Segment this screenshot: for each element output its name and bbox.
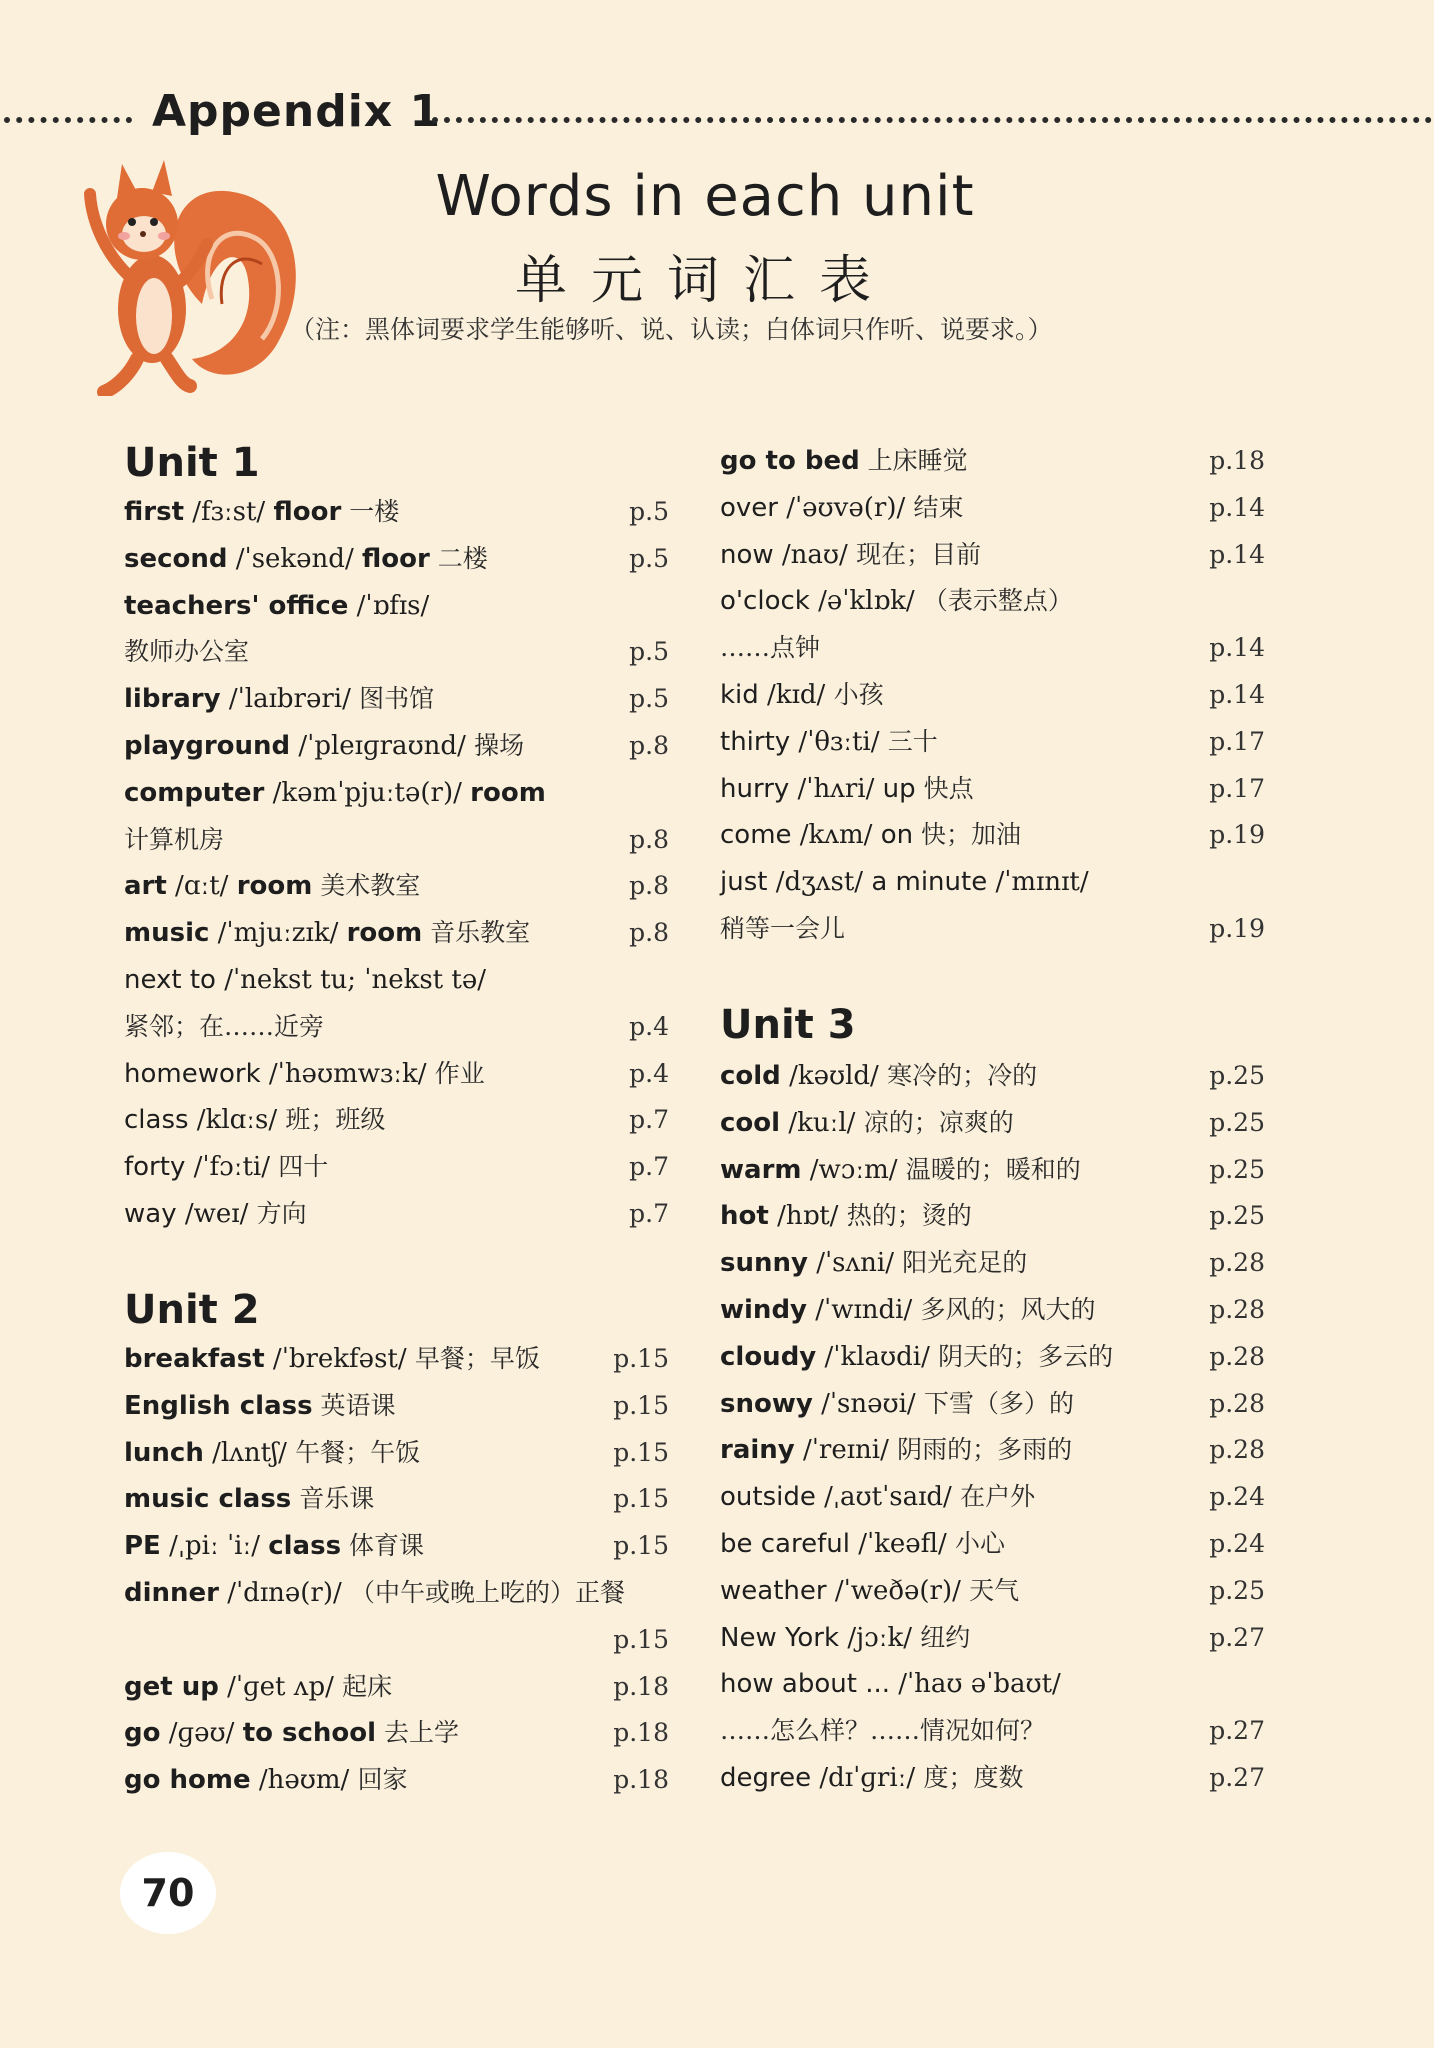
vocab-entry — [124, 1056, 669, 1092]
page-reference: p.7 — [629, 1199, 669, 1228]
word: go — [124, 1718, 161, 1748]
vocab-entry — [720, 1198, 1265, 1234]
phonetic: /əˈklɒk/ — [809, 586, 923, 616]
vocab-entry — [124, 1435, 669, 1471]
word: a minute — [871, 867, 988, 897]
phonetic: /jɔːk/ — [839, 1623, 921, 1653]
page-reference: p.28 — [1209, 1248, 1265, 1277]
phonetic: /kʌm/ — [791, 820, 881, 850]
meaning: 音乐课 — [291, 1484, 375, 1513]
phonetic: /hɒt/ — [768, 1201, 847, 1231]
phonetic: /kəʊld/ — [780, 1061, 888, 1091]
meaning: 稍等一会儿 — [720, 914, 846, 943]
page-reference: p.28 — [1209, 1435, 1265, 1464]
vocab-entry — [124, 822, 669, 858]
vocab-entry — [720, 1432, 1265, 1468]
meaning: 一楼 — [341, 497, 400, 526]
word: room — [236, 871, 313, 901]
vocab-entry — [720, 724, 1265, 760]
phonetic: /lʌntʃ/ — [203, 1438, 296, 1468]
meaning: 度；度数 — [923, 1763, 1024, 1792]
phonetic: /ɡəʊ/ — [160, 1718, 243, 1748]
meaning: 上床睡觉 — [859, 446, 968, 475]
word: come — [720, 820, 792, 850]
word: floor — [361, 544, 430, 574]
meaning: （中午或晚上吃的）正餐 — [350, 1578, 626, 1607]
meaning: 快点 — [915, 774, 974, 803]
word: now — [720, 540, 774, 570]
vocab-entry — [720, 1573, 1265, 1609]
word: teachers' office — [124, 591, 349, 621]
page-reference: p.28 — [1209, 1342, 1265, 1371]
vocab-entry — [720, 443, 1265, 479]
word: cold — [720, 1061, 781, 1091]
page-reference: p.18 — [613, 1672, 669, 1701]
meaning: 班；班级 — [285, 1105, 386, 1134]
page-reference: p.8 — [629, 871, 669, 900]
vocab-entry — [124, 1388, 669, 1424]
page-reference: p.14 — [1209, 680, 1265, 709]
phonetic: /fɜːst/ — [184, 497, 274, 527]
phonetic: /ˈsnəʊi/ — [812, 1389, 924, 1419]
meaning: 作业 — [434, 1059, 485, 1088]
vocab-entry — [124, 681, 669, 717]
meaning: 图书馆 — [359, 684, 435, 713]
page-reference: p.14 — [1209, 540, 1265, 569]
meaning: ……点钟 — [720, 633, 821, 662]
page-reference: p.7 — [629, 1152, 669, 1181]
page-reference: p.27 — [1209, 1763, 1265, 1792]
page-reference: p.25 — [1209, 1201, 1265, 1230]
word: go home — [124, 1765, 251, 1795]
meaning: 紧邻；在……近旁 — [124, 1012, 325, 1041]
page-reference: p.19 — [1209, 820, 1265, 849]
vocab-entry — [124, 1669, 669, 1705]
meaning: 音乐教室 — [422, 918, 531, 947]
meaning: 教师办公室 — [124, 637, 250, 666]
vocab-entry — [124, 915, 669, 951]
vocab-entry — [124, 541, 669, 577]
vocab-entry — [720, 1245, 1265, 1281]
dotted-rule-right — [432, 117, 1432, 123]
word: just — [720, 867, 768, 897]
phonetic: /ˌaʊtˈsaɪd/ — [815, 1482, 961, 1512]
vocab-entry — [124, 588, 669, 624]
phonetic: /ˈklaʊdi/ — [816, 1342, 939, 1372]
word: library — [124, 684, 221, 714]
page-reference: p.28 — [1209, 1295, 1265, 1324]
vocab-entry — [720, 1479, 1265, 1515]
vocab-entry — [124, 634, 669, 670]
word: class — [124, 1105, 189, 1135]
phonetic: /ˈwɪndi/ — [807, 1295, 921, 1325]
page-reference: p.15 — [613, 1484, 669, 1513]
page-reference: p.28 — [1209, 1389, 1265, 1418]
page-reference: p.5 — [629, 497, 669, 526]
vocab-entry — [720, 1713, 1265, 1749]
page-title: Words in each unit — [435, 164, 975, 229]
meaning: 快；加油 — [913, 820, 1022, 849]
phonetic: /ˈsʌni/ — [807, 1248, 903, 1278]
bold-word-note: （注：黑体词要求学生能够听、说、认读；白体词只作听、说要求。） — [290, 315, 1053, 344]
page-reference: p.5 — [629, 544, 669, 573]
meaning: 在户外 — [960, 1482, 1036, 1511]
phonetic: /ˈkeəfl/ — [849, 1529, 956, 1559]
phonetic: /ˈmjuːzɪk/ — [209, 918, 347, 948]
page-reference: p.14 — [1209, 633, 1265, 662]
word: next to — [124, 965, 216, 995]
meaning: 热的；烫的 — [846, 1201, 972, 1230]
page-reference: p.15 — [613, 1531, 669, 1560]
word: rainy — [720, 1435, 795, 1465]
phonetic: /kəmˈpjuːtə(r)/ — [264, 778, 471, 808]
word: dinner — [124, 1578, 219, 1608]
vocab-entry — [720, 583, 1265, 619]
word: room — [470, 778, 546, 808]
page-reference: p.7 — [629, 1105, 669, 1134]
word: playground — [124, 731, 291, 761]
page-reference: p.5 — [629, 637, 669, 666]
meaning: 回家 — [357, 1765, 408, 1794]
phonetic: /ˈhəʊmwɜːk/ — [260, 1059, 435, 1089]
meaning: 去上学 — [376, 1718, 460, 1747]
page-number: 70 — [141, 1871, 195, 1915]
page-reference: p.24 — [1209, 1482, 1265, 1511]
word: floor — [273, 497, 342, 527]
phonetic: /ˈbrekfəst/ — [264, 1344, 415, 1374]
vocab-entry — [720, 817, 1265, 853]
phonetic: /ˈnekst tu; ˈnekst tə/ — [215, 965, 486, 995]
vocab-entry — [720, 1152, 1265, 1188]
vocab-entry — [124, 1715, 669, 1751]
vocab-entry — [720, 771, 1265, 807]
vocab-entry — [720, 911, 1265, 947]
phonetic: /ˈlaɪbrəri/ — [220, 684, 360, 714]
word: class — [268, 1531, 342, 1561]
meaning: 方向 — [256, 1199, 307, 1228]
page-reference: p.15 — [613, 1391, 669, 1420]
vocab-entry — [124, 494, 669, 530]
page-reference: p.8 — [629, 731, 669, 760]
vocab-entry — [124, 1762, 669, 1798]
page-reference: p.19 — [1209, 914, 1265, 943]
meaning: 多风的；风大的 — [920, 1295, 1096, 1324]
phonetic: /dʒʌst/ — [767, 867, 872, 897]
page-reference: p.18 — [613, 1718, 669, 1747]
page-reference: p.18 — [1209, 446, 1265, 475]
vocab-entry — [124, 1341, 669, 1377]
meaning: 三十 — [887, 727, 938, 756]
word: first — [124, 497, 184, 527]
page-reference: p.15 — [613, 1625, 669, 1654]
page-reference: p.25 — [1209, 1576, 1265, 1605]
unit-heading: Unit 3 — [720, 1002, 856, 1048]
meaning: 早餐；早饭 — [414, 1344, 540, 1373]
page-reference: p.25 — [1209, 1155, 1265, 1184]
meaning: 结束 — [913, 493, 964, 522]
phonetic: /ˈhʌri/ — [789, 774, 883, 804]
meaning: 小心 — [955, 1529, 1006, 1558]
vocab-entry — [720, 537, 1265, 573]
page-reference: p.27 — [1209, 1716, 1265, 1745]
vocab-entry — [124, 775, 669, 811]
word: weather — [720, 1576, 827, 1606]
page-reference: p.15 — [613, 1438, 669, 1467]
word: o'clock — [720, 586, 810, 616]
page-reference: p.17 — [1209, 727, 1265, 756]
meaning: 温暖的；暖和的 — [905, 1155, 1081, 1184]
phonetic: /ˈfɔːti/ — [185, 1152, 279, 1182]
vocab-entry — [124, 1528, 669, 1564]
vocab-entry — [720, 1620, 1265, 1656]
vocab-entry — [720, 1526, 1265, 1562]
meaning: 现在；目前 — [856, 540, 982, 569]
vocab-entry — [720, 1666, 1265, 1702]
word: forty — [124, 1152, 186, 1182]
page-reference: p.8 — [629, 825, 669, 854]
word: up — [882, 774, 916, 804]
page-reference: p.18 — [613, 1765, 669, 1794]
word: PE — [124, 1531, 161, 1561]
vocab-entry — [720, 490, 1265, 526]
phonetic: /ˈmɪnɪt/ — [987, 867, 1089, 897]
meaning: 二楼 — [429, 544, 488, 573]
squirrel-illustration — [82, 134, 304, 396]
phonetic: /wɔːm/ — [801, 1155, 906, 1185]
word: cool — [720, 1108, 781, 1138]
word: how about ... — [720, 1669, 890, 1699]
vocab-entry — [720, 1292, 1265, 1328]
word: hot — [720, 1201, 769, 1231]
word: cloudy — [720, 1342, 817, 1372]
phonetic: /ˈdɪnə(r)/ — [219, 1578, 351, 1608]
vocab-entry — [124, 1149, 669, 1185]
phonetic: /ˈəʊvə(r)/ — [777, 493, 914, 523]
word: room — [346, 918, 423, 948]
meaning: 起床 — [342, 1672, 393, 1701]
vocab-entry — [124, 1196, 669, 1232]
word: windy — [720, 1295, 808, 1325]
phonetic: /ˈɒfɪs/ — [348, 591, 430, 621]
word: hurry — [720, 774, 790, 804]
vocab-entry — [720, 677, 1265, 713]
word: over — [720, 493, 778, 523]
word: sunny — [720, 1248, 808, 1278]
meaning: （表示整点） — [922, 586, 1073, 615]
word: kid — [720, 680, 759, 710]
phonetic: /ˈpleɪɡraʊnd/ — [290, 731, 475, 761]
word: New York — [720, 1623, 840, 1653]
meaning: 下雪（多）的 — [923, 1389, 1074, 1418]
word: warm — [720, 1155, 802, 1185]
page-reference: p.25 — [1209, 1061, 1265, 1090]
phonetic: /dɪˈɡriː/ — [811, 1763, 924, 1793]
page-reference: p.4 — [629, 1012, 669, 1041]
phonetic: /ˈhaʊ əˈbaʊt/ — [890, 1669, 1061, 1699]
page-number-badge — [120, 1852, 216, 1934]
phonetic: /həʊm/ — [250, 1765, 358, 1795]
meaning: 天气 — [969, 1576, 1020, 1605]
vocab-entry — [720, 1386, 1265, 1422]
page-reference: p.8 — [629, 918, 669, 947]
page-reference: p.17 — [1209, 774, 1265, 803]
appendix-label: Appendix 1 — [152, 86, 442, 137]
vocab-entry — [720, 1339, 1265, 1375]
vocab-entry — [124, 1622, 669, 1658]
word: get up — [124, 1672, 219, 1702]
meaning: 计算机房 — [124, 825, 225, 854]
phonetic: /ɑːt/ — [166, 871, 237, 901]
vocab-entry — [720, 1058, 1265, 1094]
word: thirty — [720, 727, 791, 757]
meaning: 阴雨的；多雨的 — [897, 1435, 1073, 1464]
meaning: 凉的；凉爽的 — [863, 1108, 1014, 1137]
vocab-entry — [124, 728, 669, 764]
word: art — [124, 871, 167, 901]
vocab-entry — [124, 1102, 669, 1138]
meaning: ……怎么样？……情况如何？ — [720, 1716, 1046, 1745]
page-reference: p.25 — [1209, 1108, 1265, 1137]
meaning: 寒冷的；冷的 — [887, 1061, 1038, 1090]
word: homework — [124, 1059, 261, 1089]
vocab-entry — [124, 1575, 669, 1611]
phonetic: /kɪd/ — [758, 680, 834, 710]
unit-heading: Unit 2 — [124, 1287, 260, 1333]
meaning: 小孩 — [833, 680, 884, 709]
meaning: 美术教室 — [312, 871, 421, 900]
vocab-entry — [720, 1105, 1265, 1141]
word: music — [124, 918, 210, 948]
vocab-entry — [720, 1760, 1265, 1796]
meaning: 英语课 — [312, 1391, 396, 1420]
page-reference: p.4 — [629, 1059, 669, 1088]
word: lunch — [124, 1438, 204, 1468]
page-reference: p.24 — [1209, 1529, 1265, 1558]
unit-heading: Unit 1 — [124, 440, 260, 486]
page-title-chinese: 单元词汇表 — [514, 251, 895, 311]
meaning: 纽约 — [920, 1623, 971, 1652]
meaning: 体育课 — [341, 1531, 425, 1560]
phonetic: /ˈɡet ʌp/ — [218, 1672, 343, 1702]
vocab-entry — [124, 1009, 669, 1045]
page-reference: p.27 — [1209, 1623, 1265, 1652]
meaning: 操场 — [474, 731, 525, 760]
vocab-entry — [124, 962, 669, 998]
dotted-rule-left — [4, 117, 132, 123]
word: way — [124, 1199, 177, 1229]
phonetic: /kuːl/ — [780, 1108, 864, 1138]
page-reference: p.5 — [629, 684, 669, 713]
word: computer — [124, 778, 265, 808]
phonetic: /ˈweðə(r)/ — [826, 1576, 970, 1606]
word: second — [124, 544, 228, 574]
vocab-entry — [720, 630, 1265, 666]
phonetic: /weɪ/ — [176, 1199, 257, 1229]
phonetic: /ˈreɪni/ — [794, 1435, 898, 1465]
word: on — [880, 820, 914, 850]
word: snowy — [720, 1389, 813, 1419]
page-reference: p.14 — [1209, 493, 1265, 522]
vocab-entry — [124, 868, 669, 904]
phonetic: /ˌpiː ˈiː/ — [160, 1531, 269, 1561]
phonetic: /ˈθɜːti/ — [790, 727, 888, 757]
page-reference: p.15 — [613, 1344, 669, 1373]
word: English class — [124, 1391, 313, 1421]
vocab-entry — [124, 1481, 669, 1517]
meaning: 四十 — [278, 1152, 329, 1181]
word: music class — [124, 1484, 292, 1514]
meaning: 午餐；午饭 — [295, 1438, 421, 1467]
word: go to bed — [720, 446, 860, 476]
phonetic: /ˈsekənd/ — [227, 544, 362, 574]
vocab-entry — [720, 864, 1265, 900]
word: breakfast — [124, 1344, 265, 1374]
word: to school — [242, 1718, 377, 1748]
meaning: 阴天的；多云的 — [938, 1342, 1114, 1371]
phonetic: /klɑːs/ — [188, 1105, 286, 1135]
word: be careful — [720, 1529, 850, 1559]
phonetic: /naʊ/ — [773, 540, 857, 570]
word: outside — [720, 1482, 816, 1512]
meaning: 阳光充足的 — [902, 1248, 1028, 1277]
word: degree — [720, 1763, 812, 1793]
